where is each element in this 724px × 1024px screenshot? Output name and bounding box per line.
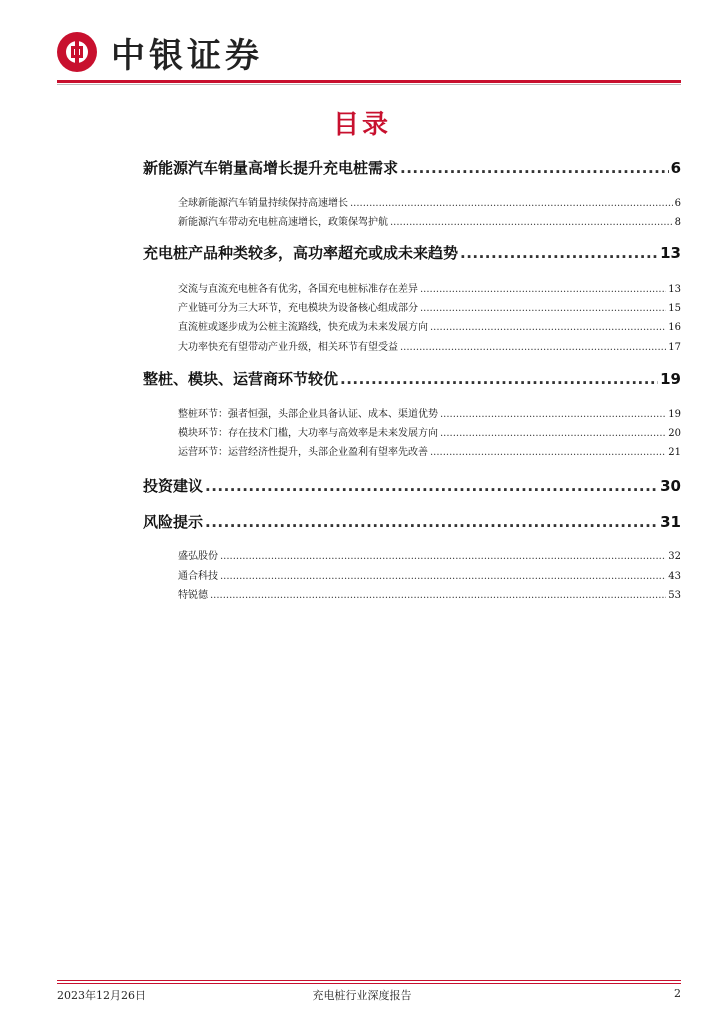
toc-page-number: 13 [668,284,681,295]
toc-subsection[interactable] [178,567,681,582]
toc-page-number: 6 [670,159,681,177]
toc-section[interactable] [143,242,681,263]
toc-page-number: 30 [660,477,681,495]
toc-subsection-title: 新能源汽车带动充电桩高速增长，政策保驾护航 [178,217,388,228]
footer-rule-thin [57,983,681,984]
toc-page-number: 20 [668,428,681,439]
toc-page-number: 17 [668,342,681,353]
toc-subsection[interactable] [178,280,681,295]
toc-subsection[interactable] [178,318,681,333]
toc-subsection[interactable] [178,547,681,562]
toc-subsection-title: 整桩环节：强者恒强，头部企业具备认证、成本、渠道优势 [178,409,438,420]
toc-page-number: 43 [668,571,681,582]
toc-subsection-title: 产业链可分为三大环节，充电模块为设备核心组成部分 [178,303,418,314]
toc-section-title: 风险提示 [143,513,204,531]
toc-subsection-title: 盛弘股份 [178,551,218,562]
toc-subsection[interactable] [178,443,681,458]
toc-page-number: 16 [668,322,681,333]
toc-page-number: 32 [668,551,681,562]
toc-subsection[interactable] [178,299,681,314]
bank-of-china-logo-icon [57,32,97,72]
toc-subsection-title: 模块环节：存在技术门槛，大功率与高效率是未来发展方向 [178,428,438,439]
header-rule-thin [57,84,681,85]
toc-subsection[interactable] [178,424,681,439]
toc-subsection-title: 交流与直流充电桩各有优劣，各国充电桩标准存在差异 [178,284,418,295]
toc-page-number: 19 [660,370,681,388]
toc-subsection-title: 全球新能源汽车销量持续保持高速增长 [178,198,348,209]
toc-subsection-title: 直流桩或逐步成为公桩主流路线，快充成为未来发展方向 [178,322,428,333]
toc-page-number: 19 [668,409,681,420]
toc-section-title: 投资建议 [143,477,204,495]
toc-page-number: 13 [660,244,681,262]
toc-title: 目录 [332,110,391,140]
toc-subsection[interactable] [178,586,681,601]
toc-section-title: 充电桩产品种类较多，高功率超充或成未来趋势 [143,244,459,262]
toc-section-title: 整桩、模块、运营商环节较优 [143,370,339,388]
toc-section[interactable] [143,368,681,389]
toc-page-number: 21 [668,447,681,458]
toc-subsection-title: 运营环节：运营经济性提升，头部企业盈利有望率先改善 [178,447,428,458]
toc-section[interactable] [143,511,681,532]
footer-rule [57,980,681,981]
footer-report-title: 充电桩行业深度报告 [312,989,412,1002]
header-rule [57,80,681,83]
toc-page-number: 8 [674,217,681,228]
toc-subsection[interactable] [178,213,681,228]
footer-date: 2023年12月26日 [57,989,146,1002]
toc-subsection-title: 大功率快充有望带动产业升级，相关环节有望受益 [178,342,398,353]
brand-name: 中银证券 [111,35,263,76]
toc-page-number: 53 [668,590,681,601]
toc-subsection[interactable] [178,194,681,209]
toc-page-number: 6 [674,198,681,209]
footer-page-number: 2 [674,987,681,1000]
toc-section[interactable] [143,157,681,178]
toc-page-number: 31 [660,513,681,531]
toc-subsection-title: 特锐德 [178,590,208,601]
toc-section[interactable] [143,475,681,496]
toc-subsection[interactable] [178,405,681,420]
toc-subsection-title: 通合科技 [178,571,218,582]
toc-section-title: 新能源汽车销量高增长提升充电桩需求 [143,159,399,177]
toc-subsection[interactable] [178,338,681,353]
page-header [57,30,263,74]
toc-page-number: 15 [668,303,681,314]
